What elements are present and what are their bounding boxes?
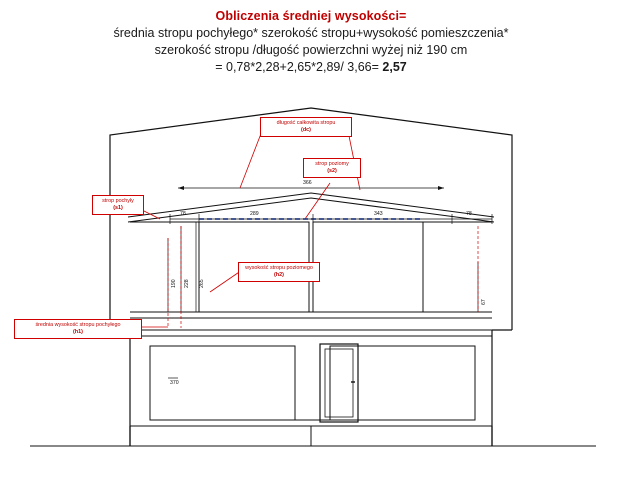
callout-label: długość całkowita stropu <box>276 120 336 126</box>
calculation-title: Obliczenia średniej wysokości= <box>215 9 407 23</box>
callout-sub: (dc) <box>301 126 311 133</box>
callout-sub: (h1) <box>73 328 83 335</box>
dim-arrow-right-total <box>438 186 444 190</box>
callout-label: strop pochyły <box>102 198 134 204</box>
callout-wysokosc-stropu-poziomego[interactable] <box>238 262 320 282</box>
callout-label: średnia wysokość stropu pochyłego <box>35 322 121 328</box>
dim-label-right-span: 343 <box>374 211 383 217</box>
dim-label-middle-span: 289 <box>250 211 259 217</box>
callout-dlugosc-calkowita-stropu[interactable] <box>260 117 352 137</box>
callout-srednia-wysokosc-stropu-pochylego[interactable] <box>14 319 142 339</box>
callout-sub: (h2) <box>274 271 284 278</box>
dim-label-67: 67 <box>481 299 487 305</box>
calculation-result: 2,57 <box>382 59 407 74</box>
attic-room-right <box>313 222 423 312</box>
dim-label-228: 228 <box>184 279 190 288</box>
calculation-line-2: średnia stropu pochyłego* szerokość stropu+wysokość pomieszczenia* <box>113 25 509 40</box>
calculation-line-3: szerokość stropu /długość powierzchni wyżej niż 190 cm <box>154 42 468 57</box>
dim-label-total: 366 <box>303 180 312 186</box>
door-frame <box>320 344 358 422</box>
dim-label-265: 265 <box>199 279 205 288</box>
calculation-expression: = 0,78*2,28+2,65*2,89/ 3,66= <box>215 59 383 74</box>
callout-sub: (s1) <box>113 204 123 211</box>
door-panel <box>325 349 353 417</box>
ground-floor-room-right <box>330 346 475 420</box>
dim-arrow-left-total <box>178 186 184 190</box>
callout-label: strop poziomy <box>315 161 349 167</box>
callout-sub: (s2) <box>327 167 337 174</box>
callout-label: wysokość stropu poziomego <box>245 265 313 271</box>
leader-dlugosc <box>240 131 262 188</box>
dim-label-190: 190 <box>171 279 177 288</box>
dim-label-left-short: 78 <box>180 211 186 217</box>
callout-strop-pochyly[interactable] <box>92 195 144 215</box>
callout-strop-poziomy[interactable] <box>303 158 361 178</box>
dim-label-far-right: 78 <box>466 211 472 217</box>
dim-label-lower-width: 370 <box>170 380 179 386</box>
